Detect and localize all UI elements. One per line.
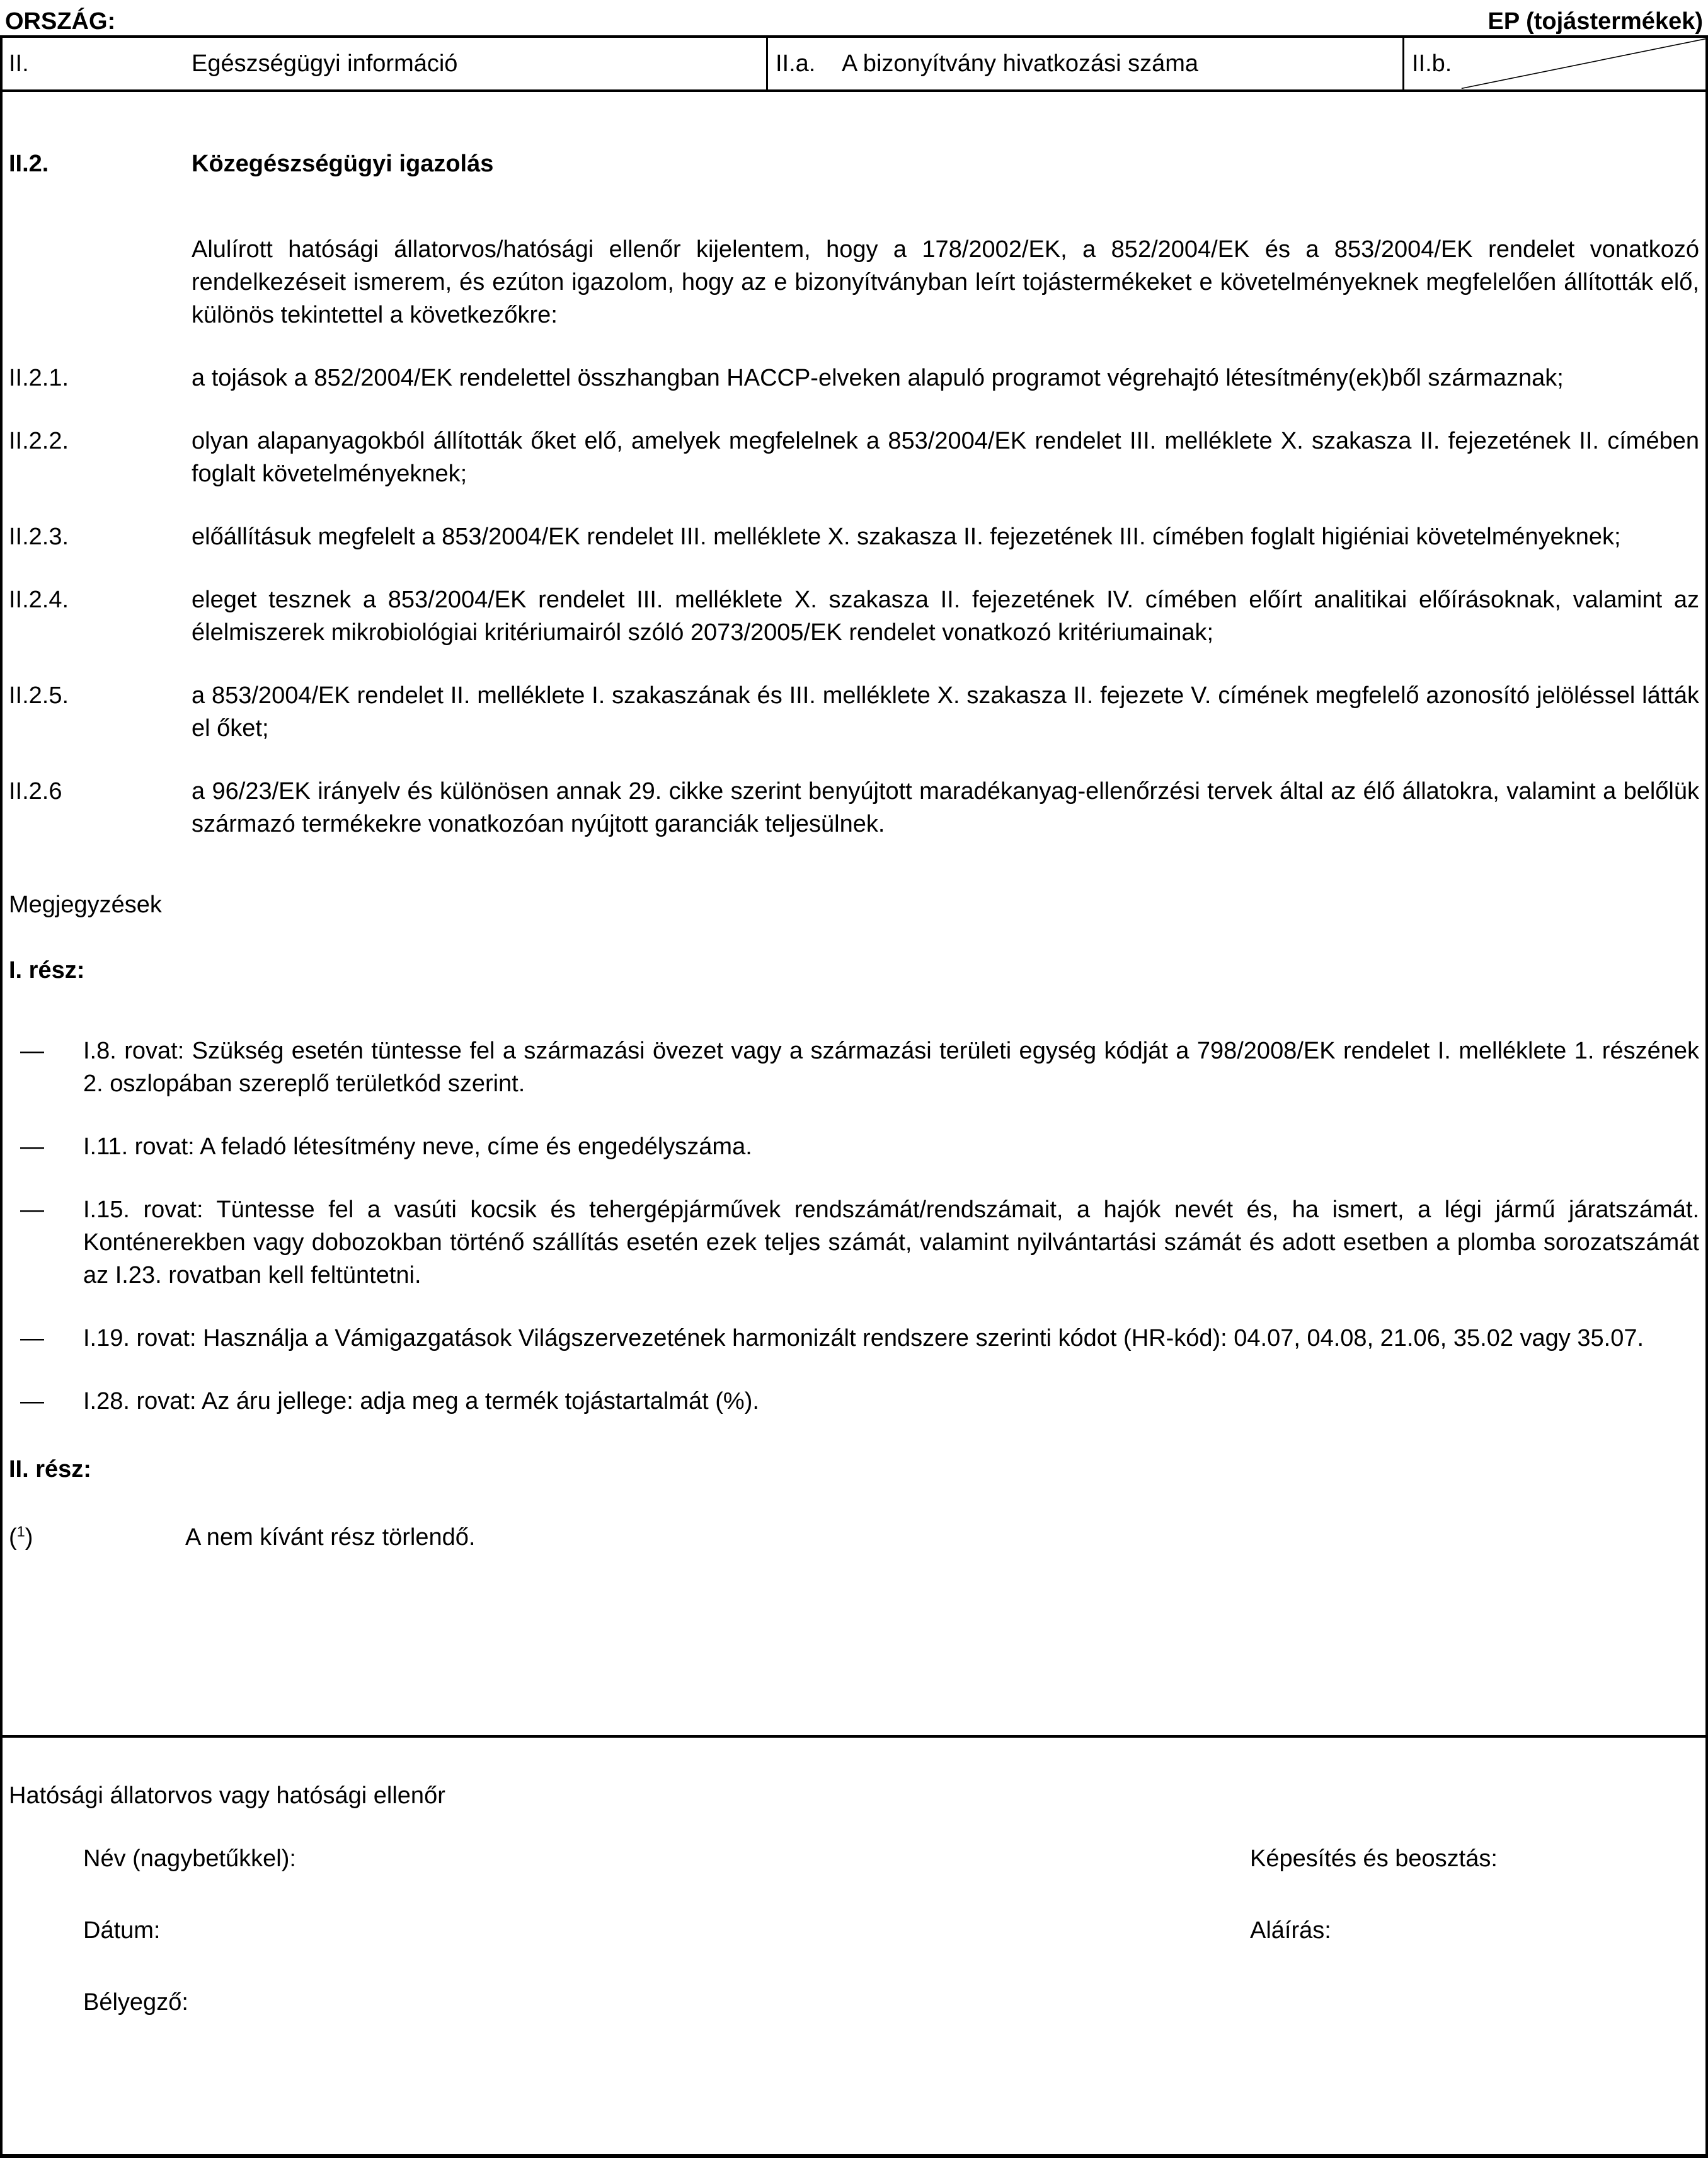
name-label: Név (nagybetűkkel): [83,1845,296,1872]
cell-health-information [3,38,766,89]
stamp-label: Bélyegző: [83,1989,188,2016]
cell-iia-number: II.a. [776,50,816,77]
note-text: I.11. rovat: A feladó létesítmény neve, címe és engedélyszáma. [83,1133,752,1160]
cell-ii-label: Egészségügyi információ [192,50,458,77]
diagonal-strike-icon [1404,38,1705,89]
qualification-label: Képesítés és beosztás: [1250,1845,1498,1872]
certificate-type-label: EP (tojástermékek) [1487,8,1703,35]
item-text: eleget tesznek a 853/2004/EK rendelet III. melléklete X. szakasza II. fejezetének IV. címében előírt analitikai előírásoknak, valamint az élelmiszerek mikrobiológiai kritériumairól szóló 2073/2005/EK rendelet vonatkozó kritériumainak; [192,587,1699,646]
certification-intro [9,233,1699,331]
footnote [9,1521,1699,1554]
certification-item [9,775,1699,841]
item-number: II.2.5. [9,682,69,709]
reference-header-table [0,35,1708,92]
item-text: a tojások a 852/2004/EK rendelettel összhangban HACCP-elveken alapuló programot végrehajtó létesítmény(ek)ből származnak; [192,365,1564,391]
note-item [9,1130,1699,1163]
note-text: I.19. rovat: Használja a Vámigazgatások Világszervezetének harmonizált rendszere szerinti kódot (HR-kód): 04.07, 04.08, 21.06, 35.02 vagy 35.07. [83,1325,1644,1351]
part1-heading: I. rész: [9,957,85,984]
cell-ii-number: II. [9,50,29,77]
cell-iib-number: II.b. [1412,50,1452,77]
notes-heading: Megjegyzések [9,892,162,918]
note-item [9,1035,1699,1100]
dash-icon: — [20,1325,44,1351]
note-item [9,1385,1699,1418]
signature-heading: Hatósági állatorvos vagy hatósági ellenőr [9,1782,445,1809]
dash-icon: — [20,1196,44,1223]
intro-number-spacer [9,233,192,331]
certification-item [9,679,1699,745]
item-number: II.2.6 [9,778,62,805]
item-text: előállításuk megfelelt a 853/2004/EK rendelet III. melléklete X. szakasza II. fejezetének III. címében foglalt higiéniai követelményeknek; [192,524,1621,550]
item-number: II.2.3. [9,524,69,550]
certificate-body [0,92,1708,2158]
section-ii2-heading [9,147,1699,180]
note-text: I.28. rovat: Az áru jellege: adja meg a termék tojástartalmát (%). [83,1388,759,1414]
section-ii2-number: II.2. [9,151,49,177]
item-text: olyan alapanyagokból állították őket elő, amelyek megfelelnek a 853/2004/EK rendelet III. melléklete X. szakasza II. fejezetének II. címében foglalt követelményeknek; [192,428,1699,487]
signature-section-divider [3,1735,1705,1738]
item-text: a 853/2004/EK rendelet II. melléklete I. szakaszának és III. melléklete X. szakasza II. fejezete V. címének megfelelő azonosító jelöléssel látták el őket; [192,682,1699,742]
item-number: II.2.4. [9,587,69,613]
certification-item [9,425,1699,490]
cell-certificate-reference [766,38,1402,89]
note-text: I.8. rovat: Szükség esetén tüntesse fel a származási övezet vagy a származási területi egység kódját a 798/2008/EK rendelet I. melléklete 1. részének 2. oszlopában szereplő területkód szerint. [83,1038,1699,1097]
part2-heading: II. rész: [9,1456,91,1483]
dash-icon: — [20,1388,44,1414]
country-label: ORSZÁG: [5,8,116,35]
item-number: II.2.2. [9,428,69,454]
dash-icon: — [20,1133,44,1160]
footnote-marker: ($^1$) [9,1523,33,1551]
item-text: a 96/23/EK irányelv és különösen annak 29. cikke szerint benyújtott maradékanyag-ellenőrzési tervek által az élő állatokra, valamint a belőlük származó termékekre vonatkozóan nyújtott garanciák teljesülnek. [192,778,1699,837]
page-header [0,0,1708,35]
item-number: II.2.1. [9,365,69,391]
intro-text: Alulírott hatósági állatorvos/hatósági ellenőr kijelentem, hogy a 178/2002/EK, a 852/2004/EK és a 853/2004/EK rendelet vonatkozó rendelkezéseit ismerem, és ezúton igazolom, hogy az e bizonyítványban leírt tojástermékeket e követelményeknek megfelelően állították elő, különös tekintettel a következőkre: [192,236,1699,328]
signature-label: Aláírás: [1250,1917,1331,1944]
certification-item [9,520,1699,553]
cell-iia-label: A bizonyítvány hivatkozási száma [842,50,1199,77]
section-ii2-title: Közegészségügyi igazolás [192,151,494,177]
note-item [9,1193,1699,1292]
cell-iib [1402,38,1705,89]
certification-item [9,362,1699,394]
certification-item [9,583,1699,649]
dash-icon: — [20,1038,44,1064]
note-text: I.15. rovat: Tüntesse fel a vasúti kocsik és tehergépjárművek rendszámát/rendszámait, a hajók nevét és, ha ismert, a légi jármű járatszámát. Konténerekben vagy dobozokban történő szállítás esetén ezek teljes számát, valamint nyilvántartási számát és adott esetben a plomba sorozatszámát az I.23. rovatban kell feltüntetni. [83,1196,1699,1288]
note-item [9,1322,1699,1355]
date-label: Dátum: [83,1917,161,1944]
footnote-text: A nem kívánt rész törlendő. [185,1524,476,1551]
